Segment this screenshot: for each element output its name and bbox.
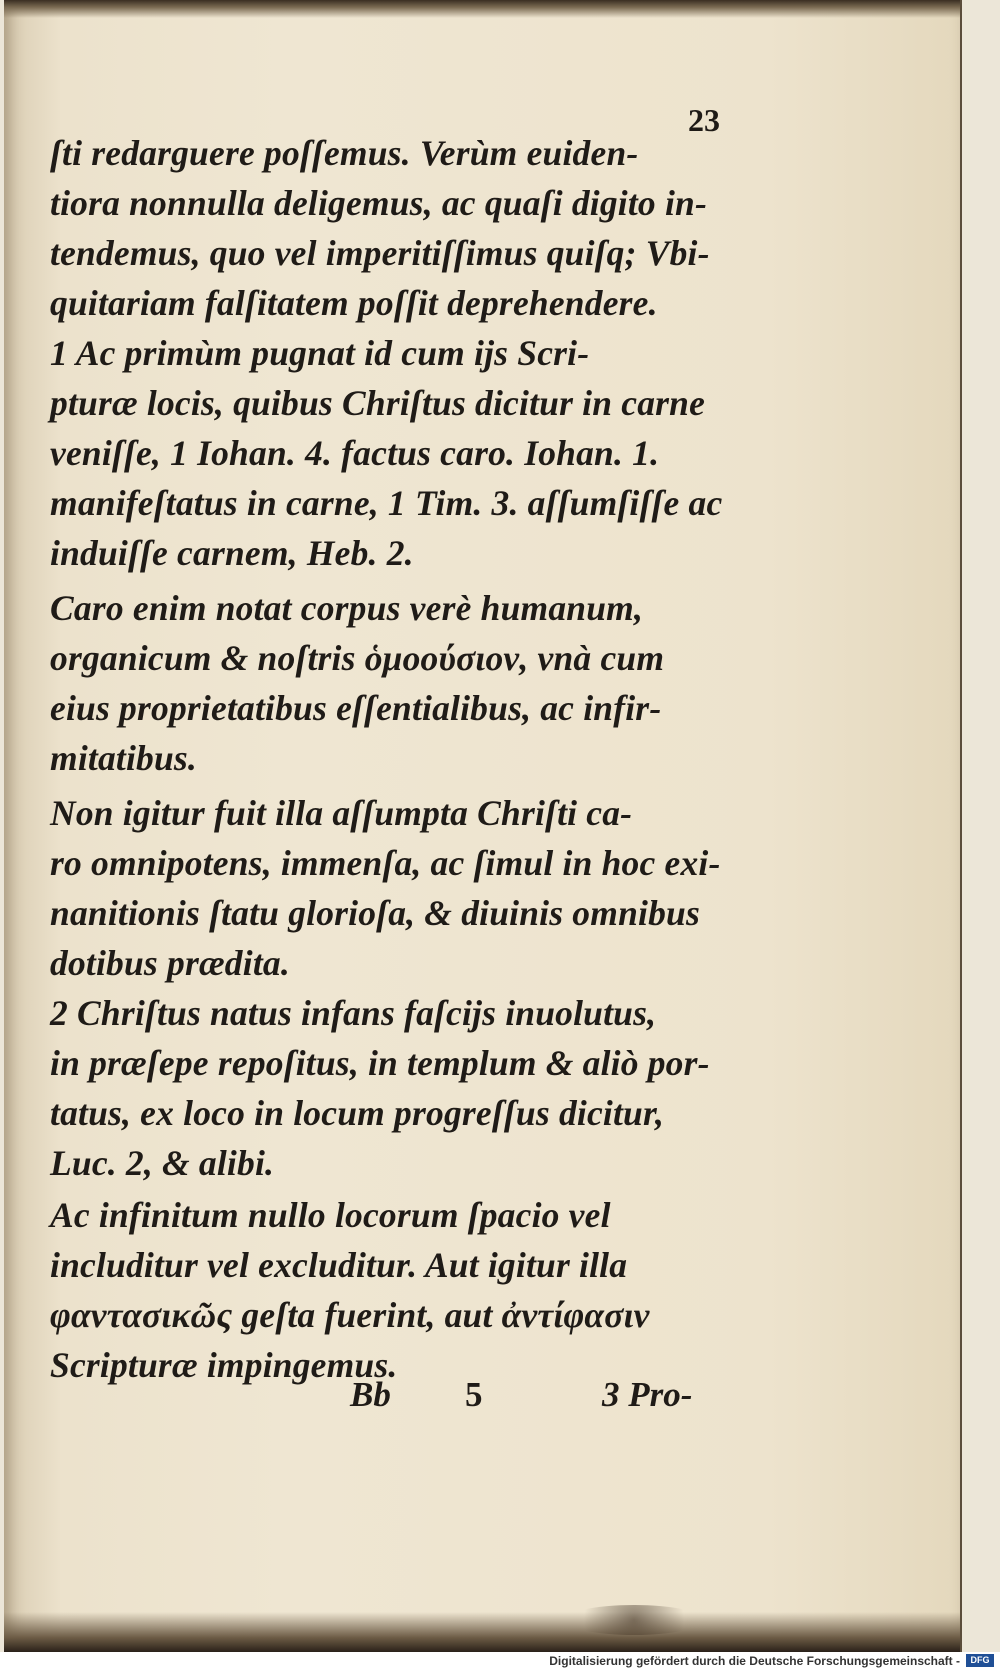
signature-mark: Bb: [350, 1375, 391, 1414]
text-line: tiora nonnulla deligemus, ac quaſi digito in-: [50, 183, 707, 223]
text-line: mitatibus.: [50, 738, 197, 778]
text-line: nanitionis ſtatu glorioſa, & diuinis omnibus: [50, 893, 700, 933]
text-line: 1 Ac primùm pugnat id cum ijs Scri-: [50, 333, 590, 373]
page-top-edge: [4, 0, 960, 18]
text-line: tatus, ex loco in locum progreſſus dicitur,: [50, 1093, 665, 1133]
text-line: Scripturæ impingemus.: [50, 1345, 398, 1385]
page-number: 23: [688, 102, 720, 138]
text-line: tendemus, quo vel imperitiſſimus quiſq; Vbi-: [50, 233, 710, 273]
text-line: ſti redarguere poſſemus. Verùm euiden-: [50, 133, 639, 173]
text-line: 2 Chriſtus natus infans faſcijs inuolutus,: [50, 993, 657, 1033]
text-line: ro omnipotens, immenſa, ac ſimul in hoc exi-: [50, 843, 721, 883]
text-line: Luc. 2, & alibi.: [50, 1143, 275, 1183]
text-line: Non igitur fuit illa aſſumpta Chriſti ca-: [50, 793, 633, 833]
text-line: induiſſe carnem, Heb. 2.: [50, 533, 414, 573]
text-line: pturæ locis, quibus Chriſtus dicitur in carne: [50, 383, 706, 423]
text-line: Ac infinitum nullo locorum ſpacio vel: [50, 1195, 611, 1235]
text-line: veniſſe, 1 Iohan. 4. factus caro. Iohan. 1.: [50, 433, 660, 473]
text-line: in præſepe repoſitus, in templum & aliò por-: [50, 1043, 710, 1083]
dfg-logo-icon: DFG: [966, 1654, 994, 1667]
text-line: Caro enim notat corpus verè humanum,: [50, 588, 644, 628]
page-bottom-edge: [4, 1612, 960, 1652]
text-line: manifeſtatus in carne, 1 Tim. 3. aſſumſiſſe ac: [50, 483, 723, 523]
footer-credit: Digitalisierung gefördert durch die Deutsche Forschungsgemeinschaft -: [549, 1654, 960, 1668]
text-line: quitariam falſitatem poſſit deprehendere.: [50, 283, 658, 323]
ink-smudge: [564, 1605, 704, 1635]
text-line: φαντασικῶς geſta fuerint, aut ἀντίφασιν: [50, 1295, 650, 1335]
signature-line: [50, 1370, 730, 1420]
catchword: 3 Pro-: [602, 1375, 693, 1414]
text-line: eius proprietatibus eſſentialibus, ac infir-: [50, 688, 662, 728]
text-line: includitur vel excluditur. Aut igitur illa: [50, 1245, 628, 1285]
signature-number: 5: [465, 1375, 483, 1414]
text-line: dotibus prædita.: [50, 943, 290, 983]
text-line: organicum & noſtris ὁμοούσιον, vnà cum: [50, 638, 665, 678]
